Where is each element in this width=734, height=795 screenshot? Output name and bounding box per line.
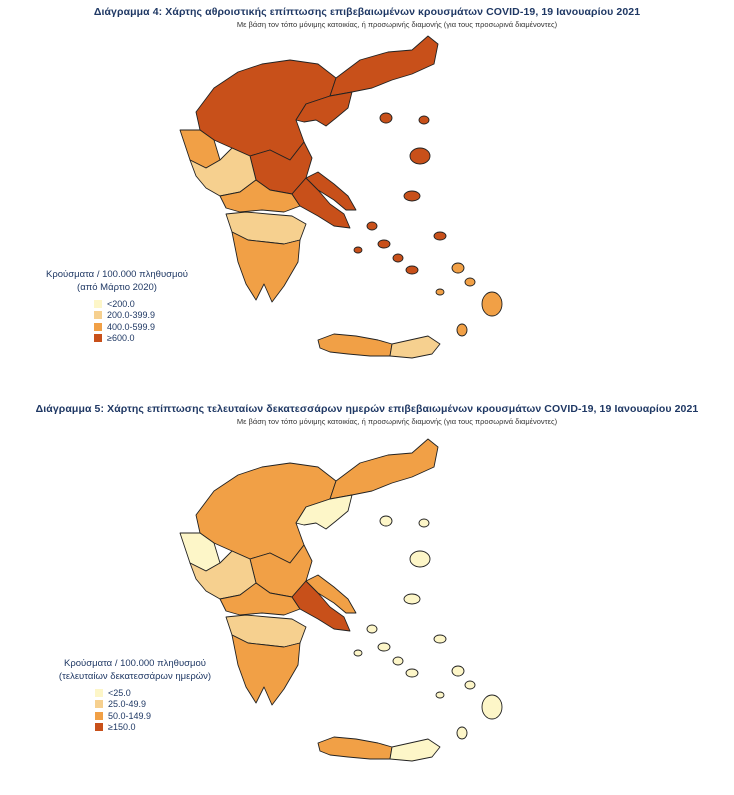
legend-swatch [94, 323, 102, 331]
legend-item: 25.0-49.9 [95, 699, 230, 711]
region-crete-east [390, 336, 440, 358]
region-thrace [330, 439, 438, 499]
legend-item: 200.0-399.9 [94, 310, 192, 322]
dodecanese-islands [436, 666, 502, 739]
legend-item: 50.0-149.9 [95, 710, 230, 722]
region-thrace [330, 36, 438, 96]
region-peloponnese-south [232, 232, 300, 302]
legend-item: 400.0-599.9 [94, 321, 192, 333]
region-crete-east [390, 739, 440, 761]
aegean-islands [354, 113, 446, 274]
aegean-islands [354, 516, 446, 677]
legend-title: Κρούσματα / 100.000 πληθυσμού (από Μάρτιο 2020) [46, 269, 188, 293]
map-legend [42, 268, 192, 344]
legend-item: ≥600.0 [94, 333, 192, 345]
legend-title: Κρούσματα / 100.000 πληθυσμού (τελευταίων δεκατεσσάρων ημερών) [58, 658, 212, 682]
figure-14day-incidence-map [0, 395, 734, 795]
region-crete-west [318, 334, 392, 356]
legend-swatch [95, 712, 103, 720]
map-legend [40, 657, 230, 733]
legend-item: ≥150.0 [95, 722, 230, 734]
greece-map-14day [0, 395, 734, 795]
legend-swatch [95, 723, 103, 731]
legend-item: <25.0 [95, 687, 230, 699]
figure-title: Διάγραμμα 5: Χάρτης επίπτωσης τελευταίων δεκατεσσάρων ημερών επιβεβαιωμένων κρουσμάτων COVID-19, 19 Ιανουαρίου 2021 [35, 403, 699, 415]
legend-swatch [94, 300, 102, 308]
legend-swatch [95, 689, 103, 697]
figure-cumulative-incidence-map [0, 0, 734, 395]
dodecanese-islands [436, 263, 502, 336]
region-crete-west [318, 737, 392, 759]
legend-item: <200.0 [94, 298, 192, 310]
region-peloponnese-south [232, 635, 300, 705]
figure-subtitle: Με βάση τον τόπο μόνιμης κατοικίας, ή προσωρινής διαμονής (για τους προσωρινά διαμένοντες) [236, 20, 558, 29]
figure-subtitle: Με βάση τον τόπο μόνιμης κατοικίας, ή προσωρινής διαμονής (για τους προσωρινά διαμένοντες) [236, 417, 558, 426]
figure-title: Διάγραμμα 4: Χάρτης αθροιστικής επίπτωσης επιβεβαιωμένων κρουσμάτων COVID-19, 19 Ιανουαρίου 2021 [93, 6, 641, 18]
legend-items [95, 687, 230, 733]
legend-swatch [95, 700, 103, 708]
legend-items [94, 298, 192, 344]
legend-swatch [94, 311, 102, 319]
legend-swatch [94, 334, 102, 342]
